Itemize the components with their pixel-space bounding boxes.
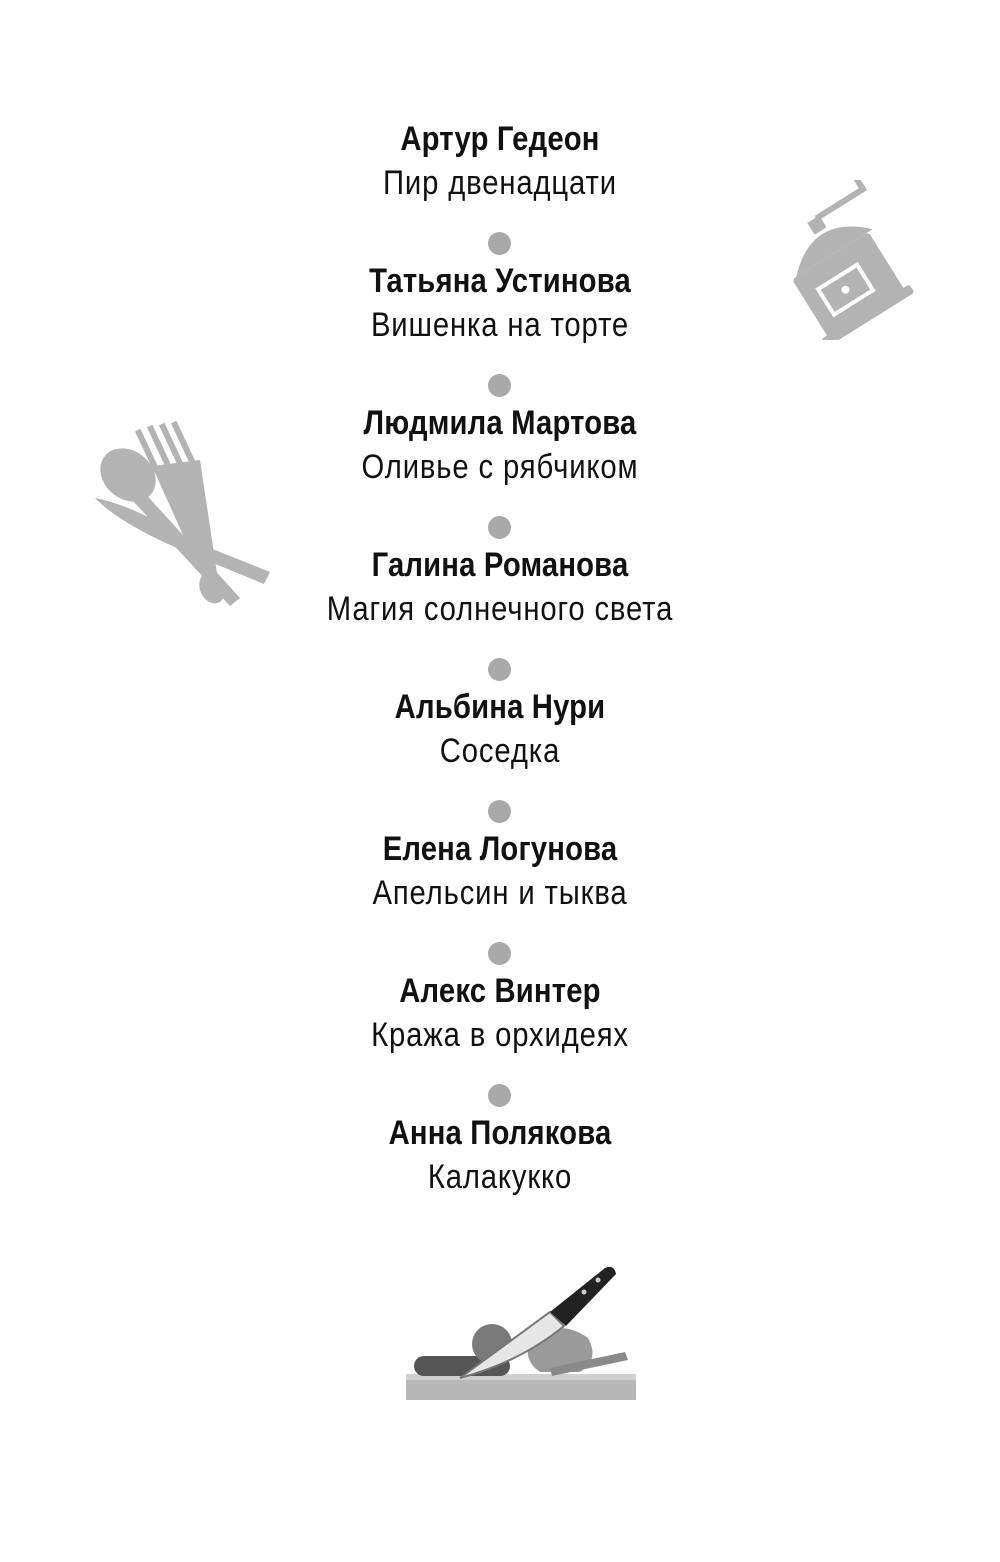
book-title: Калакукко bbox=[427, 1158, 573, 1196]
toc-entry bbox=[0, 402, 1000, 544]
knife-vegetables-icon bbox=[400, 1260, 645, 1405]
separator-dot bbox=[488, 658, 511, 681]
table-of-contents bbox=[0, 118, 1000, 1254]
author-name: Татьяна Устинова bbox=[369, 262, 631, 300]
toc-entry bbox=[0, 544, 1000, 686]
toc-entry bbox=[0, 686, 1000, 828]
toc-entry bbox=[0, 118, 1000, 260]
book-title: Оливье с рябчиком bbox=[361, 448, 639, 486]
author-name: Альбина Нури bbox=[394, 688, 606, 726]
book-title: Соседка bbox=[439, 732, 561, 770]
toc-entry bbox=[0, 260, 1000, 402]
separator-dot bbox=[488, 1084, 511, 1107]
author-name: Галина Романова bbox=[371, 546, 629, 584]
book-title: Вишенка на торте bbox=[370, 306, 630, 344]
toc-entry bbox=[0, 970, 1000, 1112]
separator-dot bbox=[488, 800, 511, 823]
author-name: Елена Логунова bbox=[382, 830, 618, 868]
toc-entry bbox=[0, 828, 1000, 970]
author-name: Анна Полякова bbox=[388, 1114, 612, 1152]
separator-dot bbox=[488, 374, 511, 397]
separator-dot bbox=[488, 942, 511, 965]
book-title: Кража в орхидеях bbox=[371, 1016, 629, 1054]
author-name: Людмила Мартова bbox=[363, 404, 637, 442]
author-name: Алекс Винтер bbox=[399, 972, 601, 1010]
book-title: Магия солнечного света bbox=[326, 590, 674, 628]
separator-dot bbox=[488, 516, 511, 539]
book-title: Пир двенадцати bbox=[383, 164, 617, 202]
separator-dot bbox=[488, 232, 511, 255]
toc-entry bbox=[0, 1112, 1000, 1254]
author-name: Артур Гедеон bbox=[400, 120, 600, 158]
book-title: Апельсин и тыква bbox=[372, 874, 628, 912]
